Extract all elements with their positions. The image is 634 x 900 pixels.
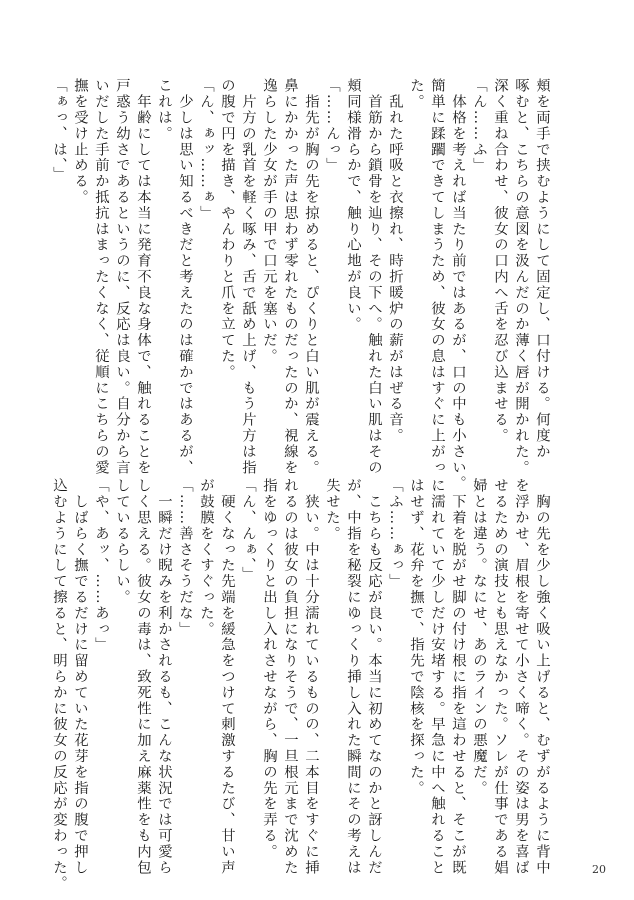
- text-line: 少しは思い知るべきだと考えたのは確かではあるが、: [177, 78, 193, 476]
- text-line: 込むようにして擦ると、明らかに彼女の反応が変わった。: [51, 478, 67, 892]
- text-line: せるための演技とも思えなかった。ソレが仕事である娼: [492, 478, 508, 876]
- text-line: を浮かせ、眉根を寄せて小さく啼く。その姿は男を喜ば: [513, 478, 529, 876]
- text-line: が鼓膜をくすぐった。: [198, 478, 214, 637]
- text-line: 頬を両手で挟むようにして固定し、口付ける。何度か: [534, 78, 550, 460]
- text-line: しく思える。彼女の毒は、致死性に加え麻薬性をも内包: [135, 478, 151, 876]
- text-line: いだした手前か抵抗はまったくなく、従順にこちらの愛: [93, 78, 109, 476]
- page-number: 20: [592, 863, 606, 876]
- text-line: 「ん……ふ」: [471, 78, 487, 174]
- text-line: 深く重ね合わせ、彼女の口内へ舌を忍び込ませる。: [492, 78, 508, 444]
- text-line: 鼻にかかった声は思わず零れたものだったのか、視線を: [282, 78, 298, 476]
- text-line: 「ん、んぁ、」: [240, 478, 256, 583]
- text-line: 失せた。: [324, 478, 340, 542]
- text-line: が、中指を秘裂にゆっくり挿し入れた瞬間にその考えは: [345, 478, 361, 876]
- text-line: 婦とは違う。なにせ、あのラインの悪魔だ。: [471, 478, 487, 796]
- text-line: 年齢にしては本当に発育不良な身体で、触れることを: [135, 78, 151, 476]
- text-line: た。: [408, 78, 424, 110]
- upper-text-block: [51, 78, 552, 492]
- text-line: 「……善さそうだな」: [177, 478, 193, 637]
- text-line: 戸惑う幼さであるというのに、反応は良い。自分から言: [114, 78, 130, 476]
- text-line: 体格を考えれば当たり前ではあるが、口の中も小さい。: [450, 78, 466, 492]
- text-line: に濡れていて少しだけ安堵する。早急に中へ触れること: [429, 478, 445, 876]
- text-line: 片方の乳首を軽く啄み、舌で舐め上げ、もう片方は指: [240, 78, 256, 476]
- text-line: 硬くなった先端を緩急をつけて刺激するたび、甘い声: [219, 478, 235, 876]
- text-line: こちらも反応が良い。本当に初めてなのかと訝しんだ: [366, 478, 382, 876]
- text-line: 狭い。中は十分濡れているものの、二本目をすぐに挿: [303, 478, 319, 876]
- text-line: これは。: [156, 78, 172, 142]
- text-line: 啄むと、こちらの意図を汲んだのか薄く唇が開かれた。: [513, 78, 529, 476]
- text-line: 首筋から鎖骨を辿り、その下へ。触れた白い肌はその: [366, 78, 382, 476]
- text-line: しばらく撫でるだけに留めていた花芽を指の腹で押し: [72, 478, 88, 876]
- text-line: しているらしい。: [114, 478, 130, 606]
- text-line: 指先が胸の先を掠めると、ぴくりと白い肌が震える。: [303, 78, 319, 476]
- text-line: 「や、あッ、……あっ」: [93, 478, 109, 653]
- text-line: 逸らした少女が手の甲で口元を塞いだ。: [261, 78, 277, 365]
- text-line: の腹で円を描き、やんわりと爪を立てた。: [219, 78, 235, 381]
- text-line: 頬同様滑らかで、触り心地が良い。: [345, 78, 361, 333]
- text-line: れるのは彼女の負担になりそうで、一旦根元まで沈めた: [282, 478, 298, 876]
- text-line: 下着を脱がせ脚の付け根に指を這わせると、そこが既: [450, 478, 466, 876]
- lower-text-block: [51, 478, 552, 892]
- text-line: 「ぁっ、は、」: [51, 78, 67, 183]
- text-line: 乱れた呼吸と衣擦れ、時折暖炉の薪がはぜる音。: [387, 78, 403, 444]
- text-line: 撫を受け止める。: [72, 78, 88, 206]
- text-line: 簡単に蹂躙できてしまうため、彼女の息はすぐに上がっ: [429, 78, 445, 476]
- text-line: 「ふ……ぁっ」: [387, 478, 403, 590]
- text-line: 胸の先を少し強く吸い上げると、むずがるように背中: [534, 478, 550, 876]
- text-line: 「ん、ぁッ……ぁ」: [198, 78, 214, 222]
- text-line: はせず、花弁を撫で、指先で陰核を探った。: [408, 478, 424, 796]
- text-line: 一瞬だけ睨みを利かされるも、こんな状況では可愛ら: [156, 478, 172, 876]
- text-line: 指をゆっくりと出し入れさせながら、胸の先を弄る。: [261, 478, 277, 860]
- text-line: 「……んっ」: [324, 78, 340, 174]
